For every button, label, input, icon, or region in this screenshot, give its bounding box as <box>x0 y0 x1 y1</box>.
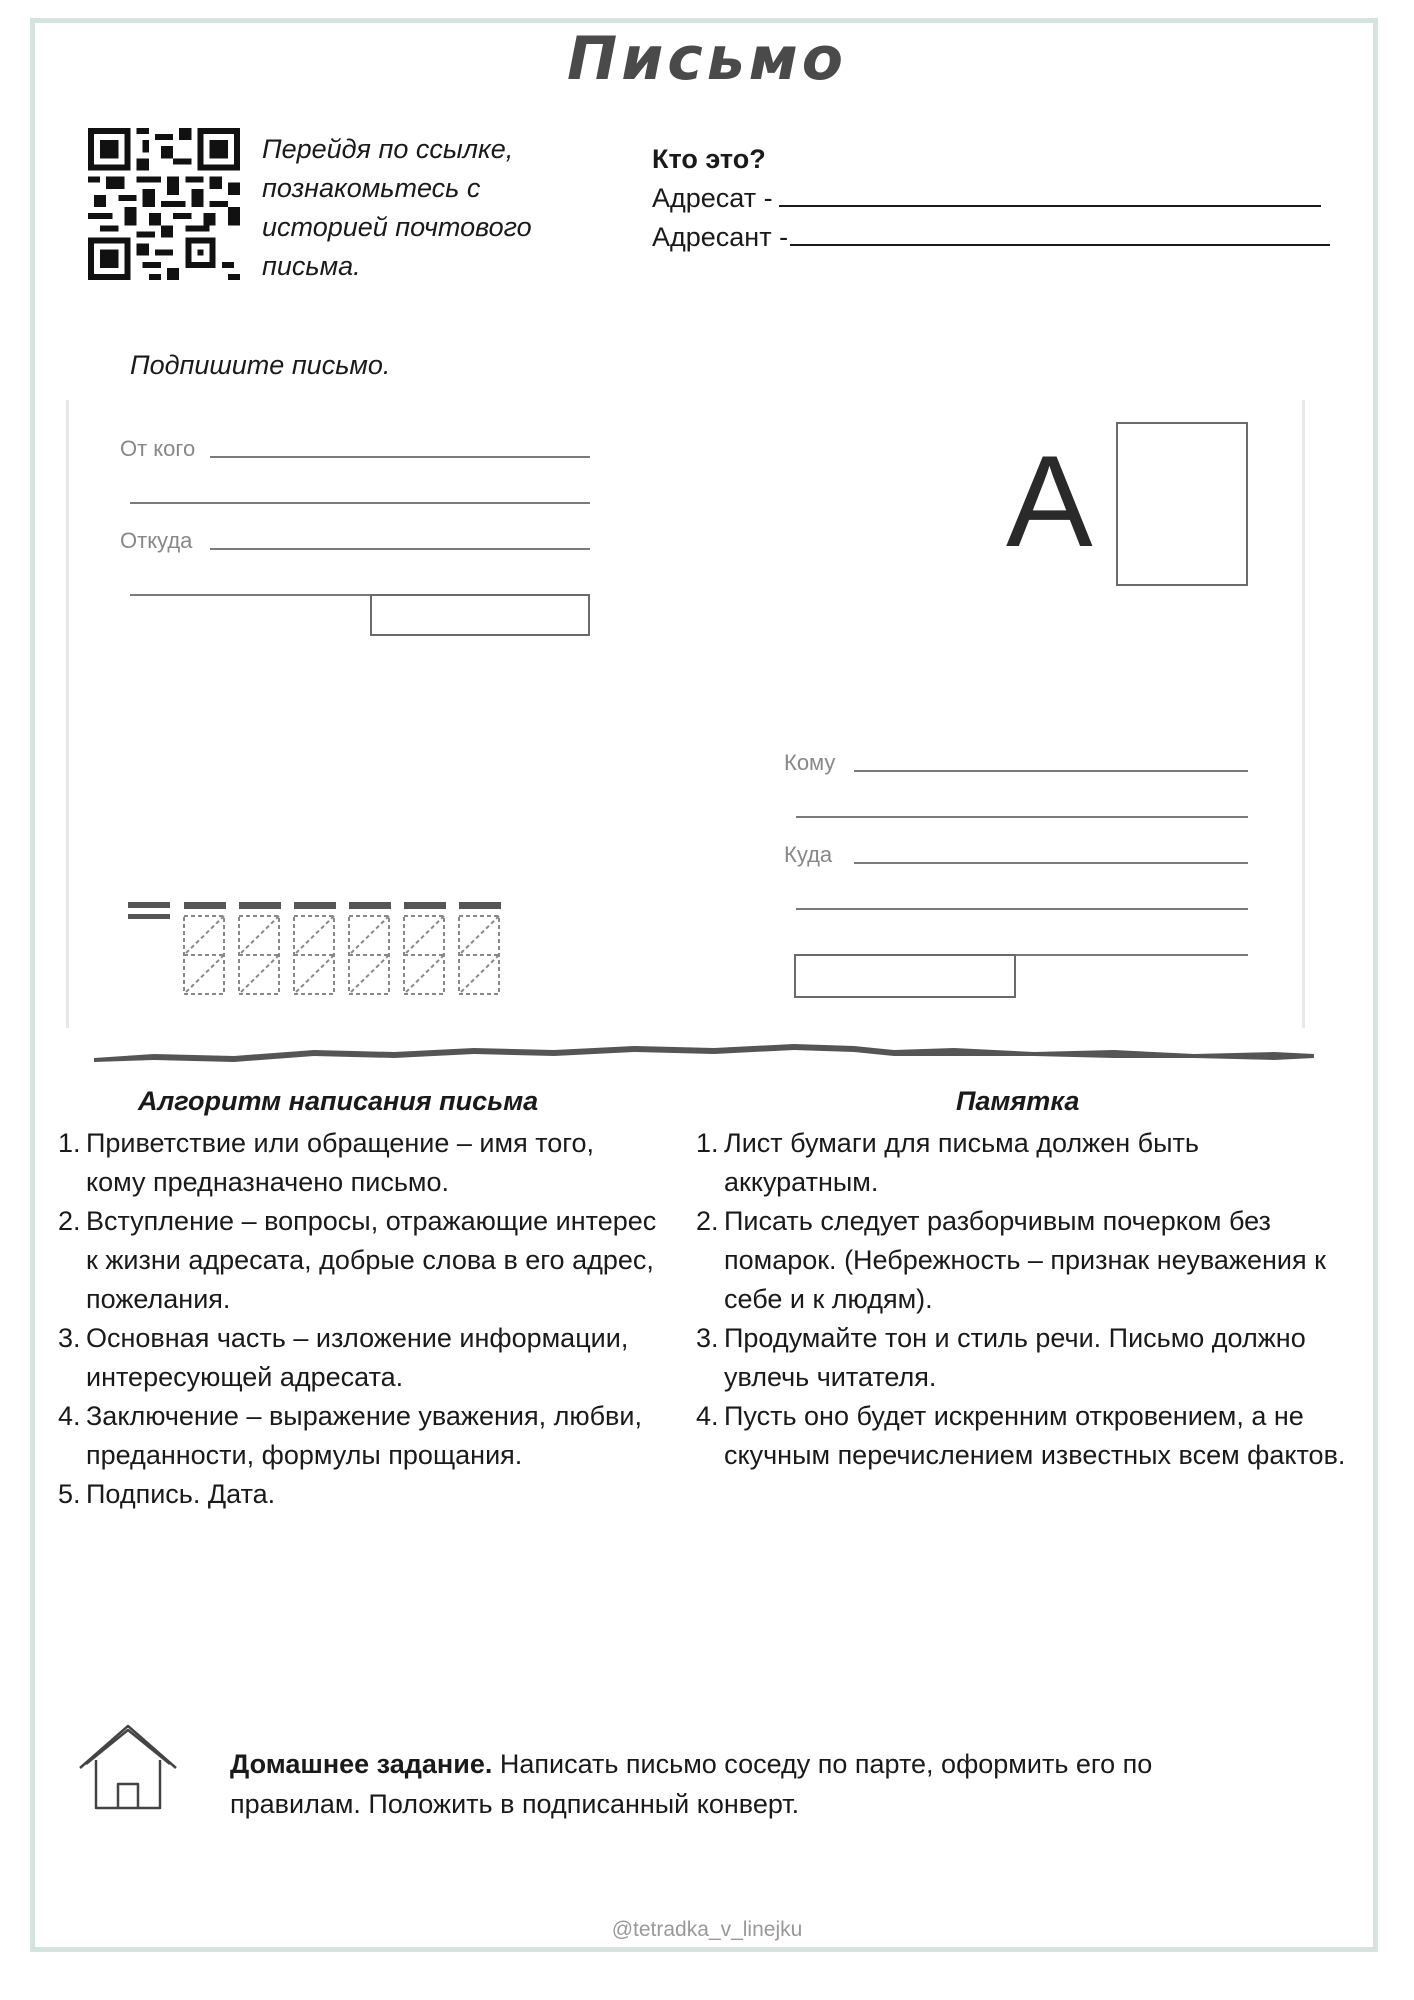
who-question: Кто это? <box>652 144 766 174</box>
from-where-label: Откуда <box>120 528 193 553</box>
to-line-2 <box>796 816 1248 818</box>
sign-instruction: Подпишите письмо. <box>130 350 391 380</box>
list-item: 3. Продумайте тон и стиль речи. Письмо должно увлечь читателя. <box>696 1323 1306 1392</box>
from-where-line-2 <box>130 594 370 596</box>
algorithm-heading: Алгоритм написания письма <box>138 1086 539 1116</box>
footer-handle: @tetradka_v_linejku <box>611 1918 803 1941</box>
from-line-2 <box>130 502 590 504</box>
homework-text <box>230 1744 1250 1824</box>
memo-list <box>696 1124 1356 1475</box>
page-title: Письмо <box>566 24 848 94</box>
sender-blank <box>790 218 1330 246</box>
from-where-line <box>210 548 590 550</box>
list-item: 4. Заключение – выражение уважения, любви, преданности, формулы прощания. <box>58 1401 642 1470</box>
house-icon <box>78 1722 178 1812</box>
torn-edge-divider <box>94 1036 1314 1066</box>
homework-label: Домашнее задание. <box>230 1749 493 1779</box>
qr-description: Перейдя по ссылке, познакомьтесь с историей почтового письма. <box>262 134 532 281</box>
stamp-box <box>1116 422 1248 586</box>
addressee-row <box>652 179 1352 218</box>
list-item: 4. Пусть оно будет искренним откровением, а не скучным перечислением известных всем фактов. <box>696 1401 1346 1470</box>
to-where-label: Куда <box>784 842 833 867</box>
sender-label: Адресант - <box>652 222 789 252</box>
envelope <box>66 396 1306 1036</box>
to-where-line <box>854 862 1248 864</box>
from-label: От кого <box>120 436 196 461</box>
homework-body: Написать письмо соседу по парте, оформить его по правилам. Положить в подписанный конверт. <box>230 1749 1153 1819</box>
addressee-blank <box>779 179 1321 207</box>
stamp-letter: А <box>1006 428 1093 574</box>
to-where-line-3 <box>1016 954 1248 956</box>
from-postcode-box <box>370 594 590 636</box>
list-item: 1. Лист бумаги для письма должен быть аккуратным. <box>696 1128 1199 1197</box>
list-item: 2. Писать следует разборчивым почерком без помарок. (Небрежность – признак неуважения к себе и к людям). <box>696 1206 1326 1314</box>
postcode-digits-grid <box>128 896 538 1006</box>
list-item: 5. Подпись. Дата. <box>58 1479 276 1509</box>
to-postcode-box <box>794 954 1016 998</box>
algorithm-list <box>58 1124 658 1514</box>
sender-row <box>652 218 1352 257</box>
to-line <box>854 770 1248 772</box>
to-where-line-2 <box>796 908 1248 910</box>
addressee-label: Адресат - <box>652 183 773 213</box>
memo-heading: Памятка <box>956 1086 1080 1116</box>
list-item: 2. Вступление – вопросы, отражающие интерес к жизни адресата, добрые слова в его адрес, пожелания. <box>58 1206 657 1314</box>
who-is-it-block <box>652 140 1352 257</box>
list-item: 3. Основная часть – изложение информации, интересующей адресата. <box>58 1323 629 1392</box>
list-item: 1. Приветствие или обращение – имя того, кому предназначено письмо. <box>58 1128 595 1197</box>
qr-code-icon <box>88 128 240 280</box>
to-label: Кому <box>784 750 836 775</box>
from-line <box>210 456 590 458</box>
